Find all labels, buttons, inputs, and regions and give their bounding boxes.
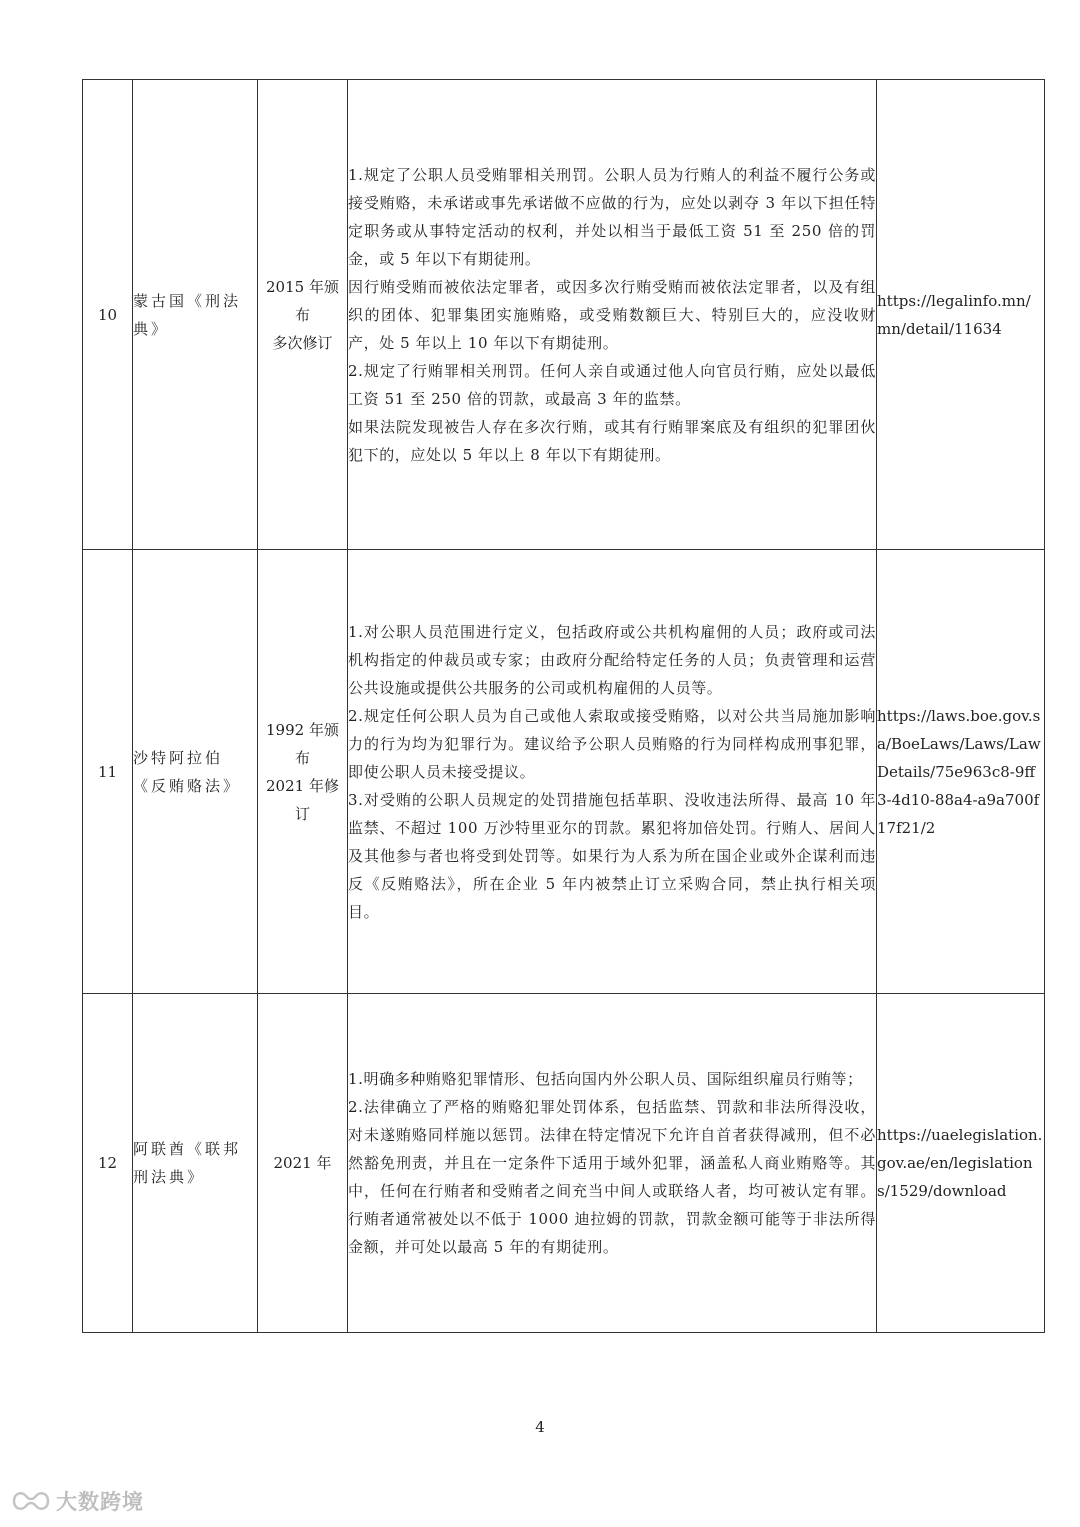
content-paragraph: 2.规定任何公职人员为自己或他人索取或接受贿赂，以对公共当局施加影响力的行为均为犯罪行为。建议给予公职人员贿赂的行为同样构成刑事犯罪，即使公职人员未接受提议。 (348, 706, 876, 781)
law-name: 阿联酋《联邦刑法典》 (133, 994, 258, 1333)
row-number: 11 (83, 550, 133, 994)
watermark (10, 1486, 144, 1516)
row-number: 10 (83, 80, 133, 550)
content-paragraph: 1.规定了公职人员受贿罪相关刑罚。公职人员为行贿人的利益不履行公务或接受贿赂，未承诺或事先承诺做不应做的行为，应处以剥夺 3 年以下担任特定职务或从事特定活动的权利，并处以相当于最低工资 51 至 250 倍的罚金，或 5 年以下有期徒刑。 (348, 165, 876, 268)
law-date: 1992 年颁 布 2021 年修 订 (258, 550, 348, 994)
source-link[interactable]: https://laws.boe.gov.sa/BoeLaws/Laws/LawDetails/75e963c8-9ff3-4d10-88a4-a9a700f17f21/2 (877, 550, 1045, 994)
content-paragraph: 2.法律确立了严格的贿赂犯罪处罚体系，包括监禁、罚款和非法所得没收，对未遂贿赂同样施以惩罚。法律在特定情况下允许自首者获得减刑，但不必然豁免刑责，并且在一定条件下适用于域外犯罪，涵盖私人商业贿赂等。其中，任何在行贿者和受贿者之间充当中间人或联络人者，均可被认定有罪。行贿者通常被处以不低于 1000 迪拉姆的罚款，罚款金额可能等于非法所得金额，并可处以最高 5 年的有期徒刑。 (348, 1098, 876, 1256)
law-content (348, 550, 877, 994)
content-paragraph: 2.规定了行贿罪相关刑罚。任何人亲自或通过他人向官员行贿，应处以最低工资 51 至 250 倍的罚款，或最高 3 年的监禁。 (348, 361, 876, 408)
law-content (348, 80, 877, 550)
page-number: 4 (535, 1418, 545, 1436)
content-paragraph: 如果法院发现被告人存在多次行贿，或其有行贿罪案底及有组织的犯罪团伙犯下的，应处以 5 年以上 8 年以下有期徒刑。 (348, 417, 876, 464)
brand-logo-icon (10, 1488, 52, 1514)
laws-table (82, 79, 1045, 1333)
law-content (348, 994, 877, 1333)
source-link[interactable]: https://uaelegislation.gov.ae/en/legislations/1529/download (877, 994, 1045, 1333)
table-row (83, 550, 1045, 994)
content-paragraph: 1.明确多种贿赂犯罪情形、包括向国内外公职人员、国际组织雇员行贿等； (348, 1070, 863, 1088)
law-name: 蒙古国《刑法典》 (133, 80, 258, 550)
watermark-text: 大数跨境 (56, 1490, 144, 1514)
source-link[interactable]: https://legalinfo.mn/mn/detail/11634 (877, 80, 1045, 550)
row-number: 12 (83, 994, 133, 1333)
table-row (83, 80, 1045, 550)
law-name: 沙特阿拉伯《反贿赂法》 (133, 550, 258, 994)
table-row (83, 994, 1045, 1333)
content-paragraph: 因行贿受贿而被依法定罪者，或因多次行贿受贿而被依法定罪者，以及有组织的团体、犯罪集团实施贿赂，或受贿数额巨大、特别巨大的，应没收财产，处 5 年以上 10 年以下有期徒刑。 (348, 277, 876, 352)
content-paragraph: 3.对受贿的公职人员规定的处罚措施包括革职、没收违法所得、最高 10 年监禁、不超过 100 万沙特里亚尔的罚款。累犯将加倍处罚。行贿人、居间人及其他参与者也将受到处罚等。如果行为人系为所在国企业或外企谋利而违反《反贿赂法》，所在企业 5 年内被禁止订立采购合同，禁止执行相关项目。 (348, 790, 876, 921)
law-date: 2021 年 (258, 994, 348, 1333)
law-date: 2015 年颁 布 多次修订 (258, 80, 348, 550)
content-paragraph: 1.对公职人员范围进行定义，包括政府或公共机构雇佣的人员；政府或司法机构指定的仲裁员或专家；由政府分配给特定任务的人员；负责管理和运营公共设施或提供公共服务的公司或机构雇佣的人员等。 (348, 622, 876, 697)
